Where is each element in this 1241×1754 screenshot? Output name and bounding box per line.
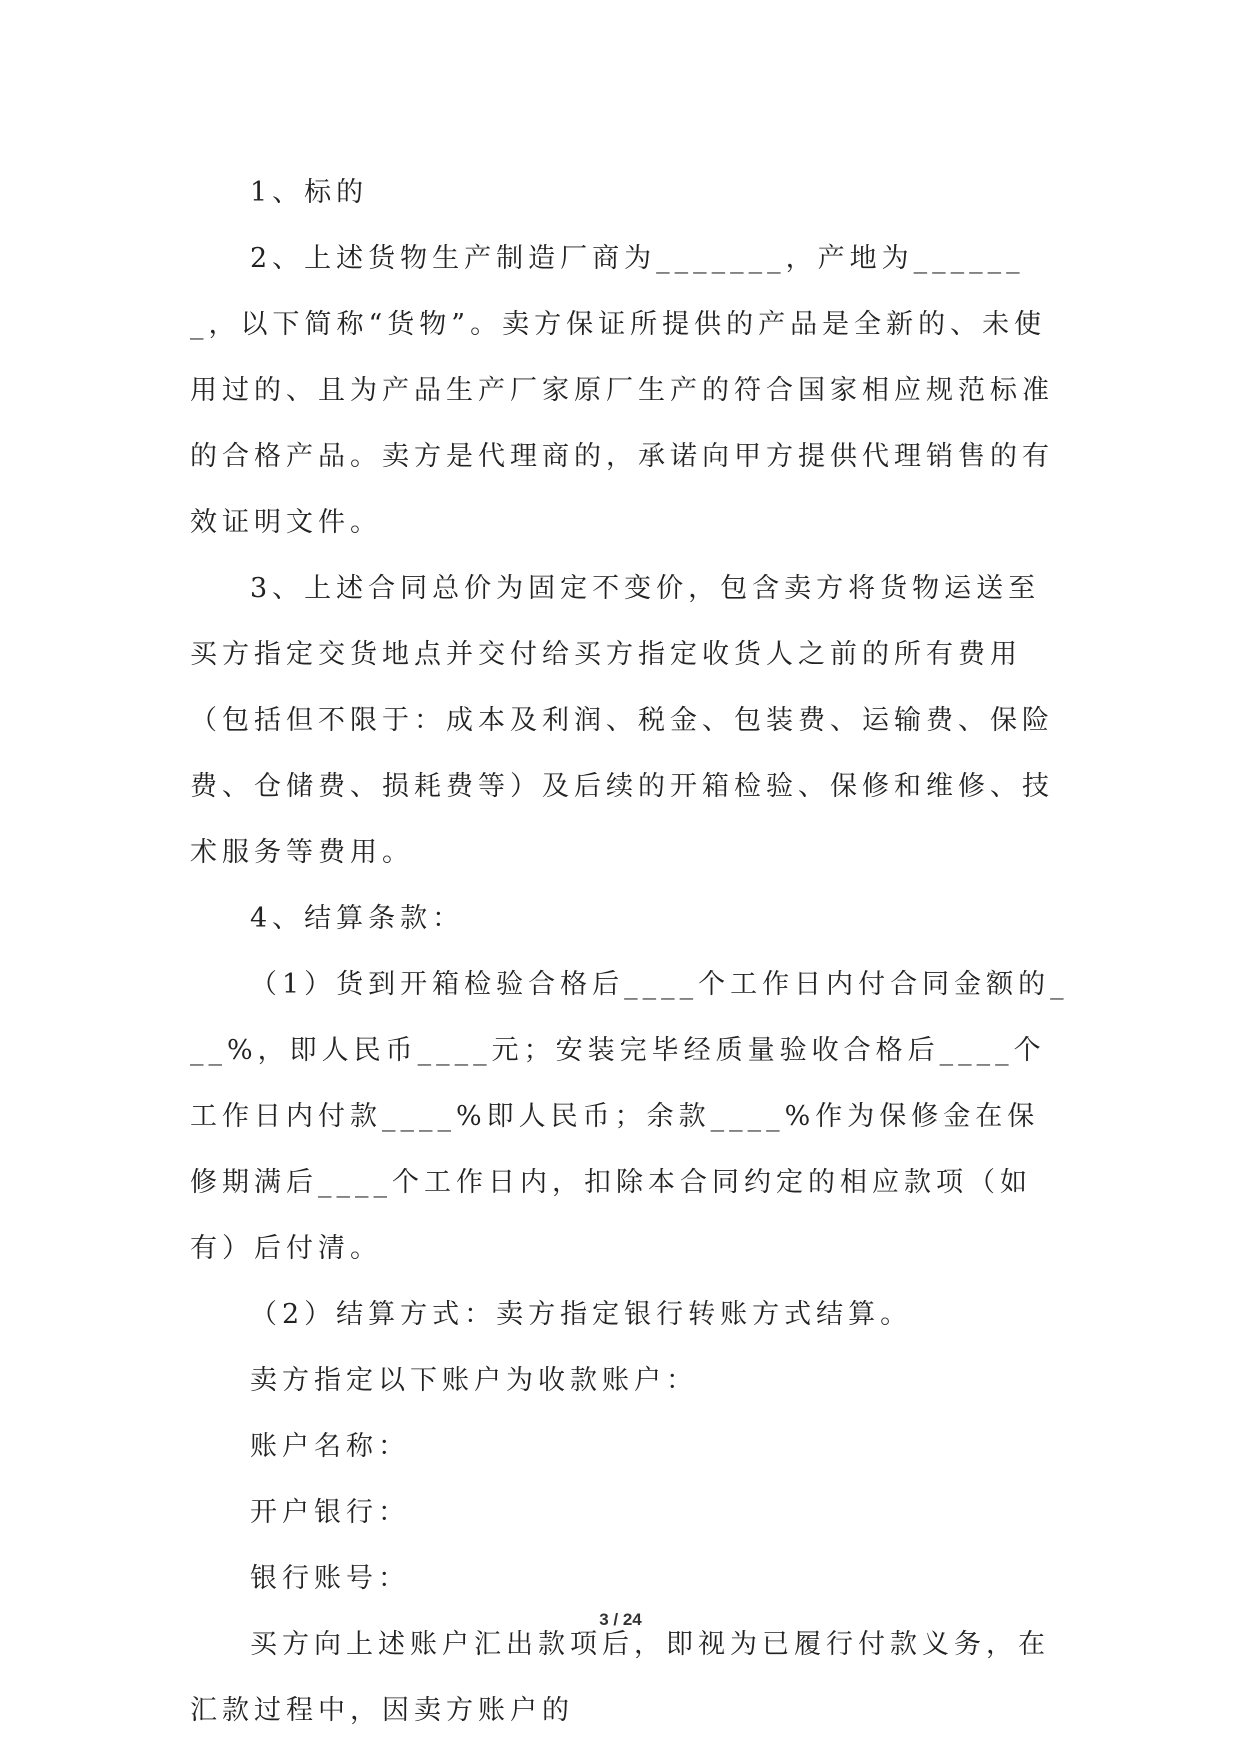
section-2-paragraph: 2、上述货物生产制造厂商为_______，产地为_______，以下简称“货物”。卖方保证所提供的产品是全新的、未使用过的、且为产品生产厂家原厂生产的符合国家相应规范标准的合格产品。卖方是代理商的，承诺向甲方提供代理销售的有效证明文件。	[190, 243, 1054, 538]
document-body	[190, 160, 1070, 1744]
settlement-clause-2: （2）结算方式：卖方指定银行转账方式结算。	[250, 1299, 913, 1330]
bank-name-label: 开户银行：	[250, 1497, 410, 1528]
section-3-paragraph: 3、上述合同总价为固定不变价，包含卖方将货物运送至买方指定交货地点并交付给买方指定收货人之前的所有费用（包括但不限于：成本及利润、税金、包装费、运输费、保险费、仓储费、损耗费等）及后续的开箱检验、保修和维修、技术服务等费用。	[190, 573, 1054, 868]
account-number-label: 银行账号：	[250, 1563, 410, 1594]
page-number: 3 / 24	[599, 1610, 642, 1629]
section-4-heading: 4、结算条款：	[250, 903, 465, 934]
payment-obligation-paragraph: 买方向上述账户汇出款项后，即视为已履行付款义务，在汇款过程中，因卖方账户的	[190, 1629, 1050, 1726]
account-designation: 卖方指定以下账户为收款账户：	[250, 1365, 698, 1396]
account-name-label: 账户名称：	[250, 1431, 410, 1462]
settlement-clause-1: （1）货到开箱检验合格后____个工作日内付合同金额的___%，即人民币____元；安装完毕经质量验收合格后____个工作日内付款____%即人民币；余款____%作为保修金在保修期满后____个工作日内，扣除本合同约定的相应款项（如有）后付清。	[190, 969, 1069, 1264]
section-1-heading: 1、标的	[250, 177, 369, 208]
